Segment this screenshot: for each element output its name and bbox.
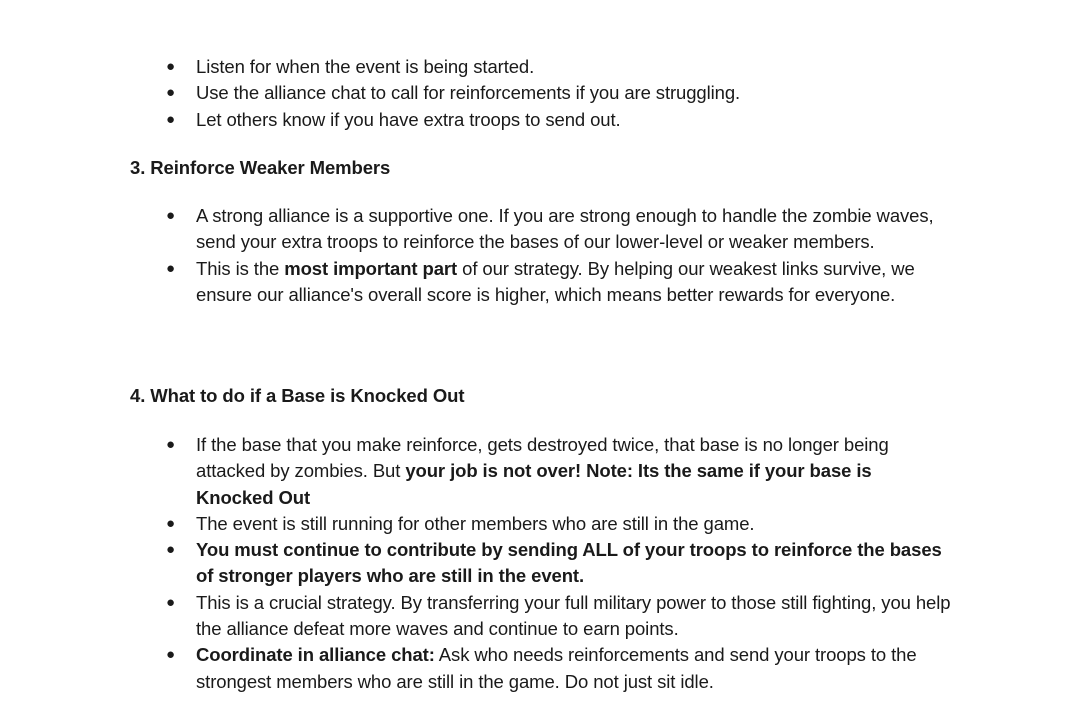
bullet-icon: ● [166,207,175,224]
bullet-icon: ● [166,84,175,102]
list-item: ● Coordinate in alliance chat: Ask who needs reinforcements and send your troops to the strongest members who are still in the game. Do not just sit idle. [166,644,917,692]
list-item: ● If the base that you make reinforce, gets destroyed twice, that base is no longer being attacked by zombies. But your job is not over! Note: Its the same if your base is Knocked Out [166,434,889,508]
section-heading-reinforce: 3. Reinforce Weaker Members [130,157,391,178]
section-heading-knocked-out: 4. What to do if a Base is Knocked Out [130,385,465,406]
emphasis-text: Coordinate in alliance chat: [196,644,435,666]
list-item: ● This is a crucial strategy. By transferring your full military power to those still fighting, you help the alliance defeat more waves and continue to earn points. [166,591,951,640]
reinforce-bullet-list [164,203,954,308]
emphasis-text: your job is not over! Note: Its the same if your base is Knocked Out [196,460,872,508]
list-item: ● Use the alliance chat to call for reinforcements if you are struggling. [164,80,954,106]
bullet-icon: ● [166,514,175,532]
bullet-icon: ● [166,259,175,277]
bullet-icon: ● [166,110,175,128]
bullet-icon: ● [166,541,175,559]
knocked-out-bullet-list [164,432,954,695]
list-item [164,537,954,590]
emphasis-text: most important part [284,257,458,279]
bullet-icon: ● [166,58,175,75]
list-item: ● This is the most important part of our strategy. By helping our weakest links survive, we ensure our alliance's overall score is higher, which means better rewards for everyone. [166,257,915,305]
list-item: ● Let others know if you have extra troops to send out. [164,107,954,133]
bullet-icon: ● [166,436,175,453]
intro-bullet-list [164,54,954,133]
list-item: ● The event is still running for other members who are still in the game. [164,511,954,537]
list-item: ● A strong alliance is a supportive one. If you are strong enough to handle the zombie waves, send your extra troops to reinforce the bases of our lower-level or weaker members. [166,205,934,253]
emphasis-text: You must continue to contribute by sending ALL of your troops to reinforce the bases of stronger players who are still in the event. [196,539,942,587]
list-item: ● Listen for when the event is being started. [164,54,954,80]
bullet-icon: ● [166,646,175,664]
bullet-icon: ● [166,593,175,611]
